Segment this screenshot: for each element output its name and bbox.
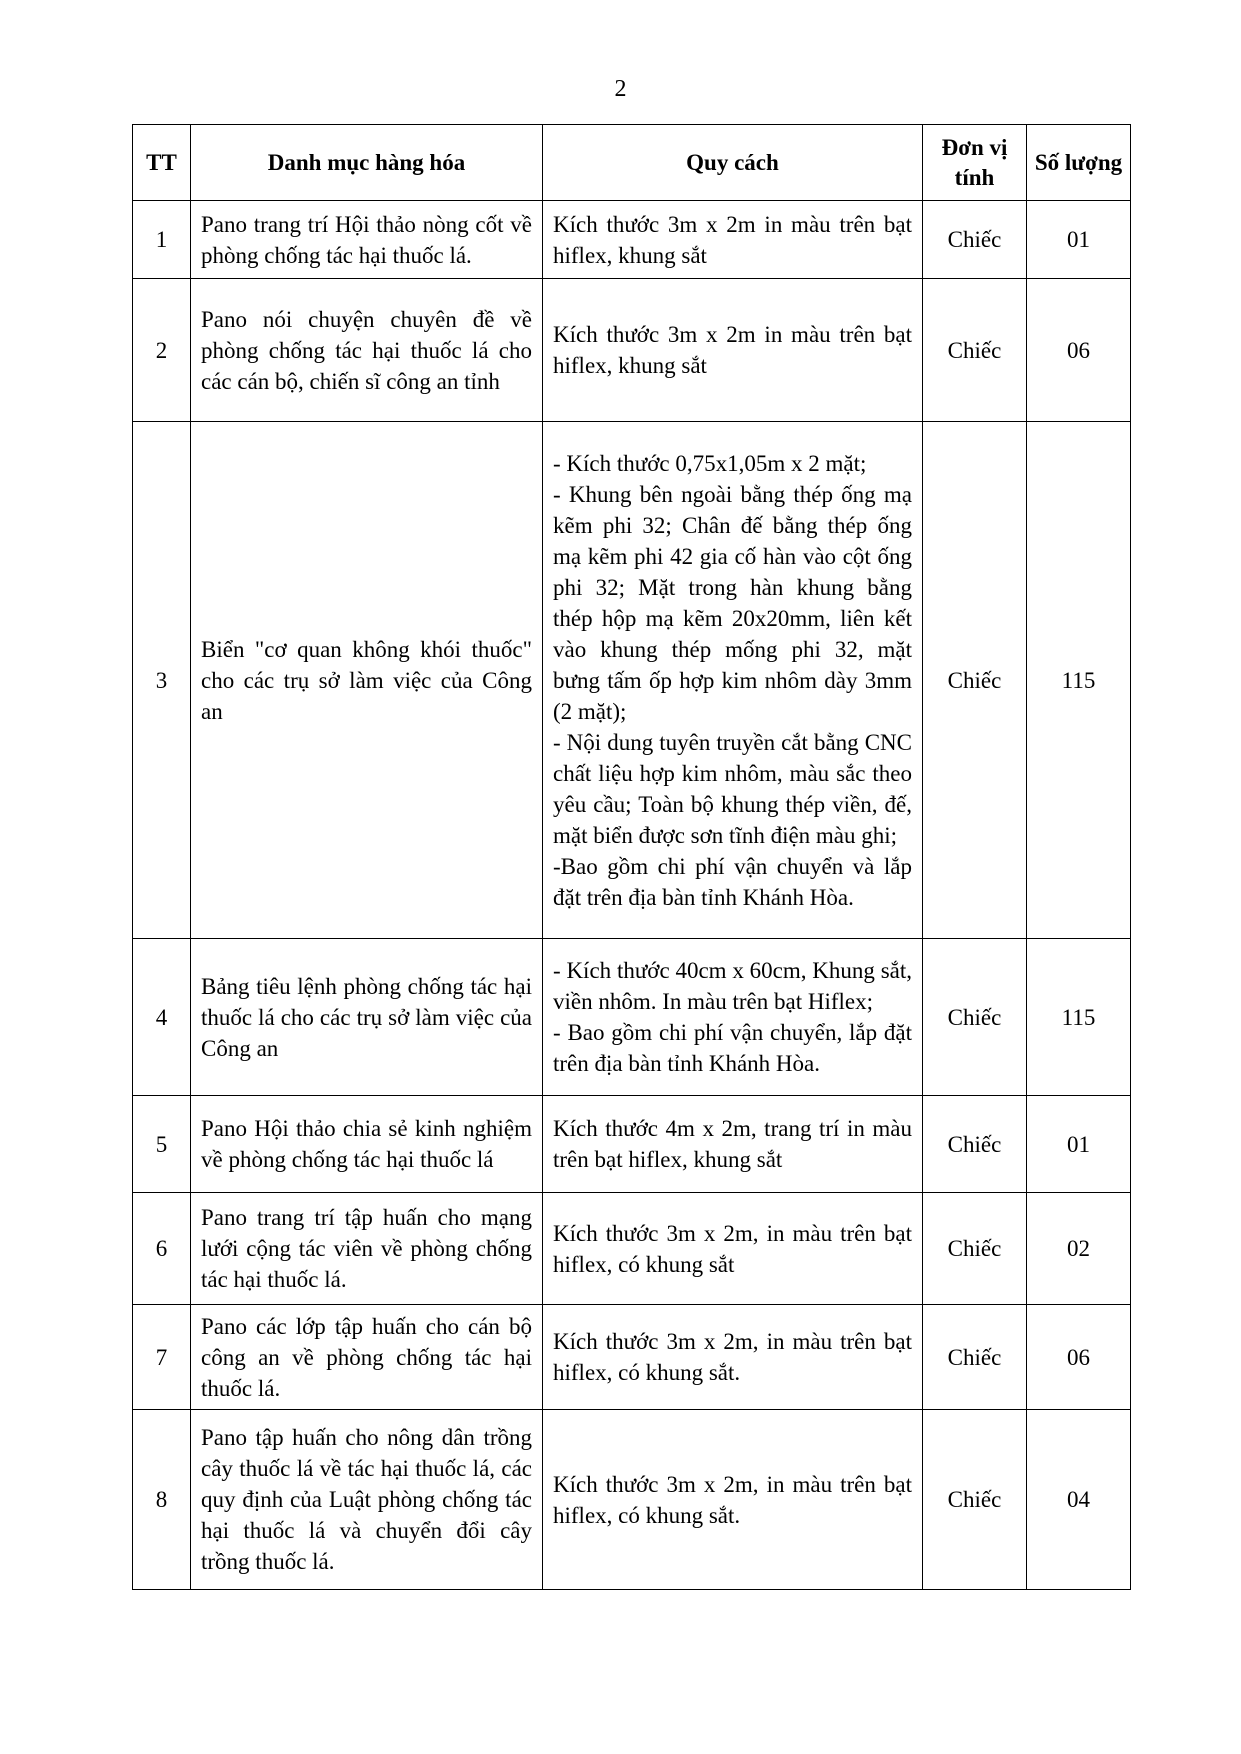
row-qty: 01: [1027, 1096, 1131, 1193]
spec-line: Kích thước 3m x 2m, in màu trên bạt hiflex, có khung sắt: [553, 1220, 912, 1277]
page-number: 2: [614, 76, 627, 102]
row-name: Biển "cơ quan không khói thuốc" cho các trụ sở làm việc của Công an: [191, 422, 543, 939]
row-spec: [543, 1193, 923, 1305]
row-tt: 3: [133, 422, 191, 939]
row-qty: 02: [1027, 1193, 1131, 1305]
row-spec: [543, 1410, 923, 1590]
row-spec: [543, 422, 923, 939]
row-unit: Chiếc: [923, 279, 1027, 422]
table-row: [133, 422, 1131, 939]
row-spec: [543, 201, 923, 279]
table-row: [133, 279, 1131, 422]
spec-line: Kích thước 3m x 2m in màu trên bạt hiflex, khung sắt: [553, 322, 912, 378]
header-name: Danh mục hàng hóa: [191, 125, 543, 201]
row-unit: Chiếc: [923, 201, 1027, 279]
table-row: [133, 1410, 1131, 1590]
row-tt: 6: [133, 1193, 191, 1305]
row-tt: 5: [133, 1096, 191, 1193]
row-unit: Chiếc: [923, 1305, 1027, 1410]
spec-line: Kích thước 3m x 2m, in màu trên bạt hiflex, có khung sắt.: [553, 1329, 912, 1385]
row-unit: Chiếc: [923, 939, 1027, 1096]
spec-line: Kích thước 3m x 2m in màu trên bạt hiflex, khung sắt: [553, 211, 912, 268]
row-name: Pano các lớp tập huấn cho cán bộ công an về phòng chống tác hại thuốc lá.: [191, 1305, 543, 1410]
table-row: [133, 1096, 1131, 1193]
row-spec: [543, 1305, 923, 1410]
spec-line: - Bao gồm chi phí vận chuyển, lắp đặt trên địa bàn tỉnh Khánh Hòa.: [553, 1020, 912, 1076]
row-tt: 4: [133, 939, 191, 1096]
spec-line: Kích thước 4m x 2m, trang trí in màu trên bạt hiflex, khung sắt: [553, 1116, 912, 1172]
table-row: [133, 1193, 1131, 1305]
row-tt: 2: [133, 279, 191, 422]
row-unit: Chiếc: [923, 1410, 1027, 1590]
spec-line: - Khung bên ngoài bằng thép ống mạ kẽm phi 32; Chân đế bằng thép ống mạ kẽm phi 42 gia cố hàn vào cột ống phi 32; Mặt trong hàn khung bằng thép hộp mạ kẽm 20x20mm, liên kết vào khung thép mống phi 32, mặt bưng tấm ốp hợp kim nhôm dày 3mm (2 mặt);: [553, 481, 912, 724]
row-tt: 1: [133, 201, 191, 279]
row-qty: 01: [1027, 201, 1131, 279]
row-tt: 8: [133, 1410, 191, 1590]
row-unit: Chiếc: [923, 1096, 1027, 1193]
row-spec: [543, 279, 923, 422]
spec-line: Kích thước 3m x 2m, in màu trên bạt hiflex, có khung sắt.: [553, 1471, 912, 1528]
table-row: [133, 1305, 1131, 1410]
spec-line: - Kích thước 0,75x1,05m x 2 mặt;: [553, 450, 867, 476]
row-qty: 115: [1027, 939, 1131, 1096]
row-unit: Chiếc: [923, 1193, 1027, 1305]
header-spec: Quy cách: [543, 125, 923, 201]
row-qty: 06: [1027, 1305, 1131, 1410]
spec-line: - Kích thước 40cm x 60cm, Khung sắt, viền nhôm. In màu trên bạt Hiflex;: [553, 958, 912, 1014]
table-row: [133, 201, 1131, 279]
row-qty: 115: [1027, 422, 1131, 939]
row-name: Bảng tiêu lệnh phòng chống tác hại thuốc lá cho các trụ sở làm việc của Công an: [191, 939, 543, 1096]
row-name: Pano tập huấn cho nông dân trồng cây thuốc lá về tác hại thuốc lá, các quy định của Luật phòng chống tác hại thuốc lá và chuyển đổi cây trồng thuốc lá.: [191, 1410, 543, 1590]
row-spec: [543, 939, 923, 1096]
row-name: Pano Hội thảo chia sẻ kinh nghiệm về phòng chống tác hại thuốc lá: [191, 1096, 543, 1193]
row-name: Pano trang trí Hội thảo nòng cốt về phòng chống tác hại thuốc lá.: [191, 201, 543, 279]
header-qty: Số lượng: [1027, 125, 1131, 201]
header-unit: Đơn vị tính: [923, 125, 1027, 201]
row-spec: [543, 1096, 923, 1193]
row-name: Pano nói chuyện chuyên đề về phòng chống tác hại thuốc lá cho các cán bộ, chiến sĩ công an tỉnh: [191, 279, 543, 422]
row-qty: 06: [1027, 279, 1131, 422]
table-row: [133, 939, 1131, 1096]
header-tt: TT: [133, 125, 191, 201]
spec-line: -Bao gồm chi phí vận chuyển và lắp đặt trên địa bàn tỉnh Khánh Hòa.: [553, 853, 912, 910]
spec-line: - Nội dung tuyên truyền cắt bằng CNC chất liệu hợp kim nhôm, màu sắc theo yêu cầu; Toàn bộ khung thép viền, đế, mặt biển được sơn tĩnh điện màu ghi;: [553, 729, 912, 848]
row-name: Pano trang trí tập huấn cho mạng lưới cộng tác viên về phòng chống tác hại thuốc lá.: [191, 1193, 543, 1305]
table-header-row: [133, 125, 1131, 201]
row-tt: 7: [133, 1305, 191, 1410]
row-unit: Chiếc: [923, 422, 1027, 939]
goods-table: [132, 124, 1131, 1590]
row-qty: 04: [1027, 1410, 1131, 1590]
